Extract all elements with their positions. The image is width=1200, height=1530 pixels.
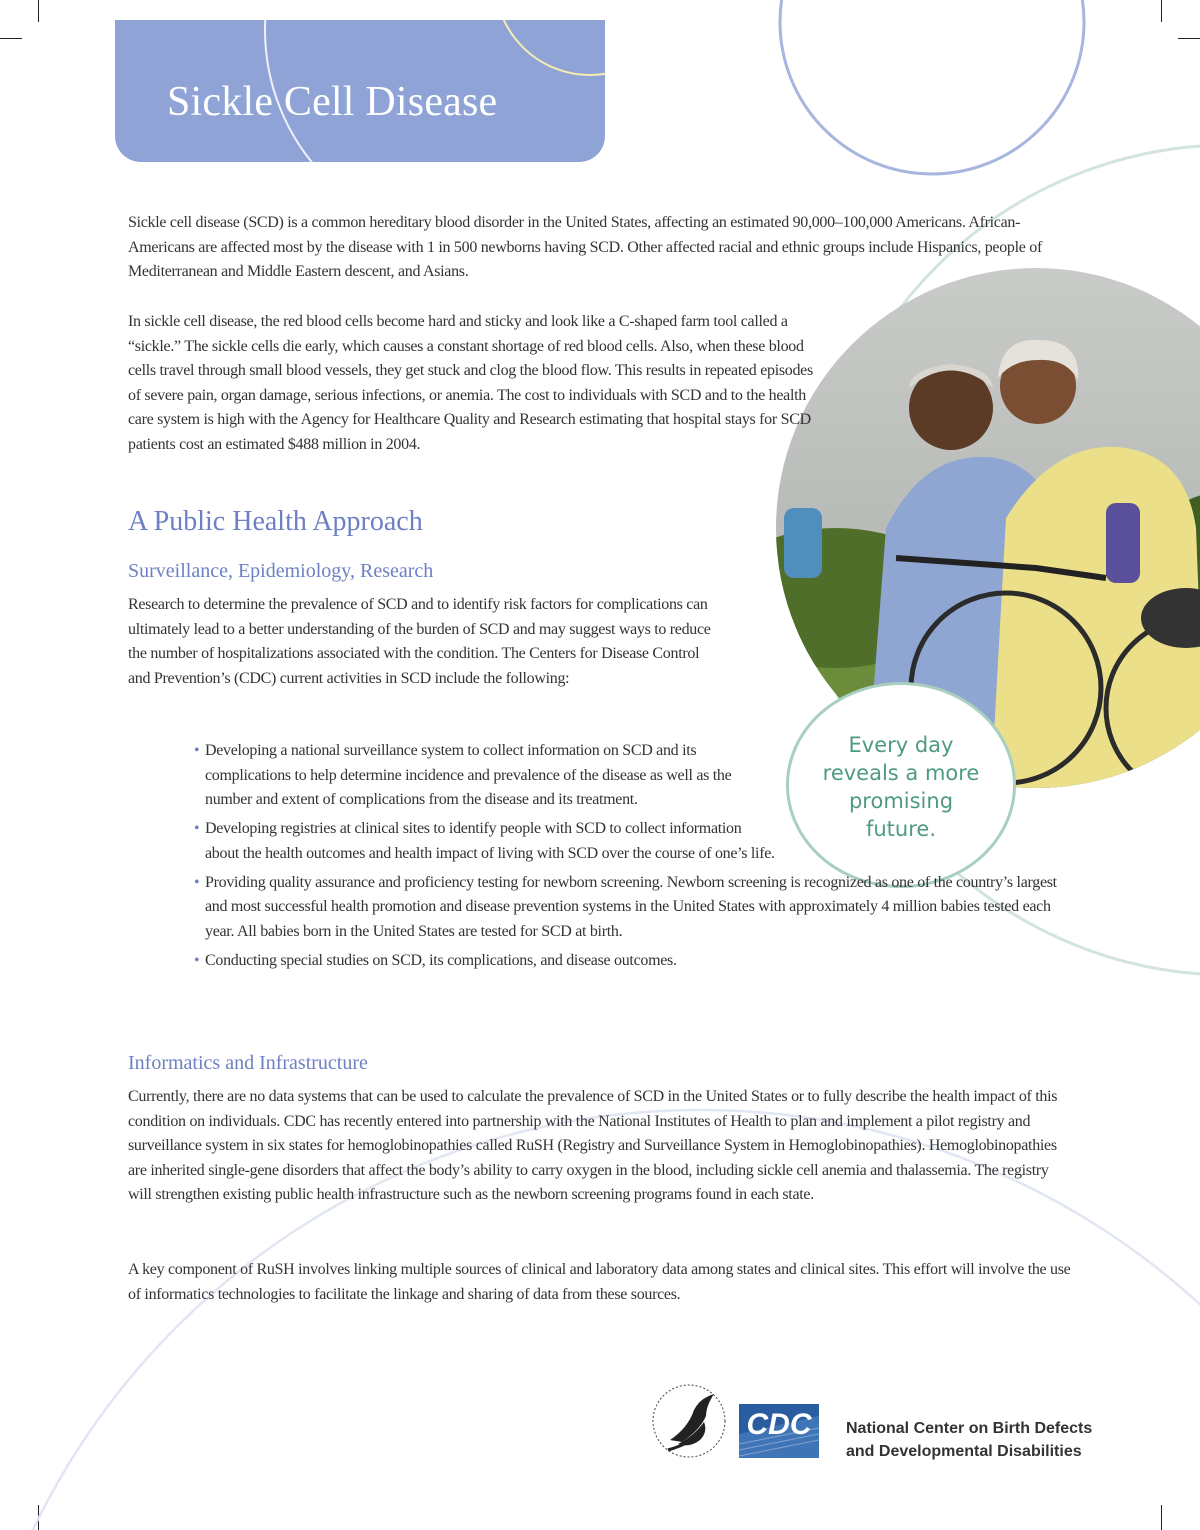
title-banner bbox=[115, 20, 605, 162]
informatics-paragraph-2: A key component of RuSH involves linking multiple sources of clinical and laboratory data among states and clinical sites. This effort will involve the use of informatics technologies to facilitate the linkage and sharing of data from these sources. bbox=[128, 1261, 1071, 1303]
bullet-dot-icon: • bbox=[194, 820, 200, 837]
list-item: • Developing registries at clinical sites to identify people with SCD to collect information about the health outcomes and health impact of living with SCD over the course of one’s life. bbox=[192, 817, 775, 866]
surveillance-paragraph: Research to determine the prevalence of SCD and to identify risk factors for complications can ultimately lead to a better understanding of the burden of SCD and may suggest ways to reduce the number of hospitalizations associated with the condition. The Centers for Disease Control and Prevention’s (CDC) current activities in SCD include the following: bbox=[128, 596, 711, 687]
org-name-line-2: and Developmental Disabilities bbox=[846, 1443, 1082, 1460]
intro-paragraph-1: Sickle cell disease (SCD) is a common hereditary blood disorder in the United States, affecting an estimated 90,000–100,000 Americans. African-Americans are affected most by the disease with 1 in 500 newborns having SCD. Other affected racial and ethnic groups include Hispanics, people of Mediterranean and Middle Eastern descent, and Asians. bbox=[128, 214, 1042, 280]
section-heading: A Public Health Approach bbox=[128, 506, 423, 537]
list-item: • Conducting special studies on SCD, its complications, and disease outcomes. bbox=[192, 949, 1080, 974]
org-name bbox=[846, 1417, 1092, 1463]
list-item: • Providing quality assurance and proficiency testing for newborn screening. Newborn screening is recognized as one of the country’s largest and most successful health promotion and disease prevention systems in the United States with approximately 4 million babies tested each year. All babies born in the United States are tested for SCD at birth. bbox=[192, 871, 1080, 945]
activities-list bbox=[192, 739, 1080, 978]
org-name-line-1: National Center on Birth Defects bbox=[846, 1420, 1093, 1437]
page-title: Sickle Cell Disease bbox=[167, 79, 498, 125]
bullet-dot-icon: • bbox=[194, 742, 200, 759]
intro-paragraph-2: In sickle cell disease, the red blood cells become hard and sticky and look like a C-shaped farm tool called a “sickle.” The sickle cells die early, which causes a constant shortage of red blood cells. Also, when these blood cells travel through small blood vessels, they get stuck and clog the blood flow. This results in repeated episodes of severe pain, organ damage, serious infections, or anemia. The cost to individuals with SCD and to the health care system is high with the Agency for Healthcare Quality and Research estimating that hospital stays for SCD patients cost an estimated $488 million in 2004. bbox=[128, 313, 813, 453]
informatics-heading: Informatics and Infrastructure bbox=[128, 1052, 368, 1074]
hhs-eagle-seal-icon bbox=[648, 1380, 730, 1462]
quote-text: Every day reveals a more promising future. bbox=[822, 733, 980, 841]
bullet-dot-icon: • bbox=[194, 873, 200, 891]
bullet-dot-icon: • bbox=[194, 951, 200, 969]
cdc-logo bbox=[739, 1404, 819, 1458]
surveillance-heading: Surveillance, Epidemiology, Research bbox=[128, 560, 434, 582]
cdc-logo-text: CDC bbox=[746, 1408, 812, 1441]
informatics-paragraph-1: Currently, there are no data systems that can be used to calculate the prevalence of SCD in the United States or to fully describe the health impact of this condition on individuals. CDC has recently entered into partnership with the National Institutes of Health to plan and implement a pilot registry and surveillance system in six states for hemoglobinopathies called RuSH (Registry and Surveillance System in Hemoglobinopathies). Hemoglobinopathies are inherited single-gene disorders that affect the body’s ability to carry oxygen in the blood, including sickle cell anemia and thalassemia. The registry will strengthen existing public health infrastructure such as the newborn screening programs found in each state. bbox=[128, 1088, 1058, 1203]
list-item: • Developing a national surveillance system to collect information on SCD and its complications to help determine incidence and prevalence of the disease as well as the number and extent of complications from the disease and its treatment. bbox=[192, 739, 765, 813]
